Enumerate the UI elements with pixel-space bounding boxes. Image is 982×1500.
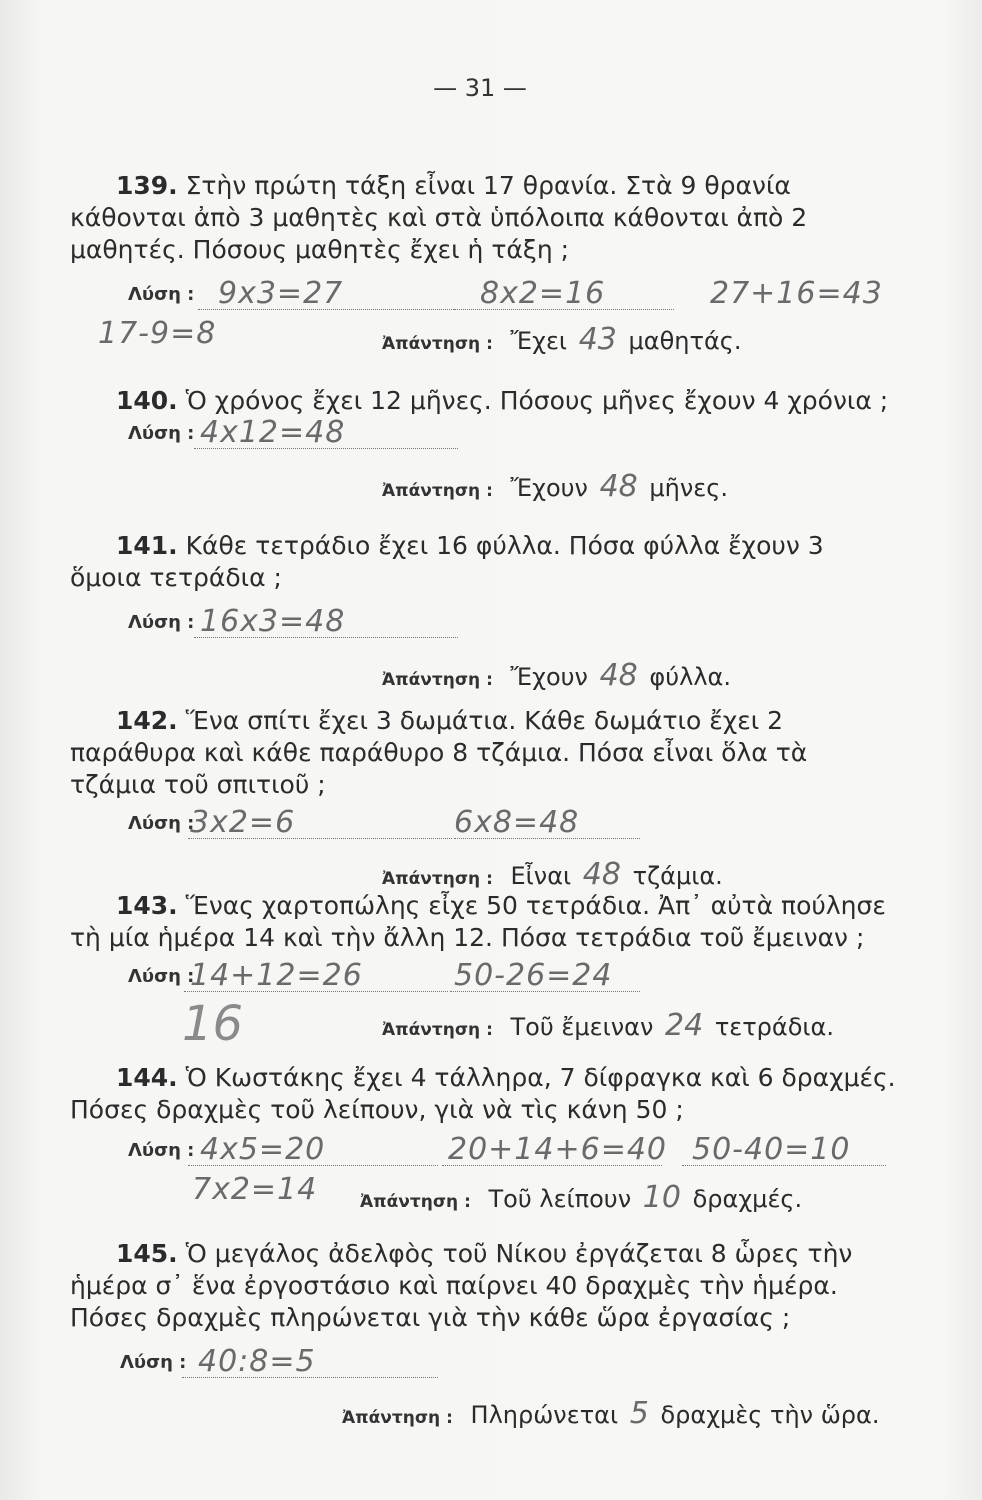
answer-value: 5 (629, 1396, 649, 1431)
solution-row (70, 1132, 900, 1172)
problem-141 (70, 530, 900, 694)
question-body: Ὁ μεγάλος ἀδελφὸς τοῦ Νίκου ἐργάζεται 8 ὧρες τὴν ἡμέρα σ᾽ ἕνα ἐργοστάσιο καὶ παίρνει 40 δραχμὲς τὴν ἡμέρα. Πόσες δραχμὲς πληρώνεται γιὰ τὴν κάθε ὥρα ἐργασίας ; (70, 1239, 853, 1332)
answer-value: 48 (582, 857, 621, 892)
handwritten-calc: 8x2=16 (480, 276, 606, 311)
problem-142 (70, 705, 900, 895)
problem-number: 141. (116, 531, 178, 560)
solution-label: Λύση : (128, 284, 195, 305)
answer-value: 24 (664, 1008, 704, 1043)
solution-label: Λύση : (128, 612, 195, 633)
problem-145 (70, 1238, 900, 1436)
handwritten-calc: 14+12=26 (190, 958, 363, 993)
question-body: Ἕνας χαρτοπώλης εἶχε 50 τετράδια. Ἀπ᾽ αὐτὰ πούλησε τὴ μία ἡμέρα 14 καὶ τὴν ἄλλη 12. Πόσα τετράδια τοῦ ἔμειναν ; (70, 891, 886, 952)
answer-suffix: μῆνες. (649, 474, 728, 502)
answer-suffix: φύλλα. (649, 663, 731, 691)
question-text (70, 890, 900, 954)
answer-label: Ἀπάντηση : (360, 1192, 471, 1212)
solution-label: Λύση : (120, 1352, 187, 1373)
problem-number: 144. (116, 1063, 178, 1092)
answer-label: Ἀπάντηση : (382, 869, 493, 889)
answer (382, 857, 723, 892)
answer-value: 48 (599, 469, 638, 504)
problem-number: 140. (116, 386, 178, 415)
answer-value: 43 (578, 322, 617, 357)
problem-144 (70, 1062, 900, 1222)
answer (382, 1008, 834, 1043)
margin-mark: 16 (182, 996, 244, 1052)
answer-row (70, 1384, 900, 1436)
solution-row (70, 274, 900, 314)
answer-label: Ἀπάντηση : (382, 481, 493, 501)
page-number: — 31 — (433, 74, 527, 102)
handwritten-calc: 4x12=48 (200, 415, 346, 450)
solution-label: Λύση : (128, 966, 195, 987)
question-body: Ὁ Κωστάκης ἔχει 4 τάλληρα, 7 δίφραγκα καὶ 6 δραχμές. Πόσες δραχμὲς τοῦ λείπουν, γιὰ νὰ τὶς κάνη 50 ; (70, 1063, 896, 1124)
answer-row (70, 457, 900, 509)
answer-row (70, 996, 900, 1052)
solution-row (70, 604, 900, 644)
question-body: Ἕνα σπίτι ἔχει 3 δωμάτια. Κάθε δωμάτιο ἔχει 2 παράθυρα καὶ κάθε παράθυρο 8 τζάμια. Πόσα εἶναι ὅλα τὰ τζάμια τοῦ σπιτιοῦ ; (70, 706, 808, 799)
answer-prefix: Ἔχουν (510, 474, 588, 502)
handwritten-calc: 7x2=14 (192, 1172, 318, 1207)
handwritten-calc: 3x2=6 (190, 805, 296, 840)
problem-number: 143. (116, 891, 178, 920)
answer (360, 1180, 802, 1215)
handwritten-calc: 20+14+6=40 (448, 1132, 668, 1167)
question-text (70, 1062, 900, 1126)
question-text (70, 530, 900, 594)
solution-label: Λύση : (128, 1140, 195, 1161)
answer-suffix: τετράδια. (714, 1013, 834, 1041)
answer-prefix: Ἔχει (510, 327, 568, 355)
question-body: Στὴν πρώτη τάξη εἶναι 17 θρανία. Στὰ 9 θρανία κάθονται ἀπὸ 3 μαθητὲς καὶ στὰ ὑπόλοιπα κάθονται ἀπὸ 2 μαθητές. Πόσους μαθητὲς ἔχει ἡ τάξη ; (70, 171, 808, 264)
question-text (70, 705, 900, 801)
answer-value: 10 (642, 1180, 681, 1215)
answer-suffix: δραχμές. (692, 1185, 803, 1213)
answer (382, 469, 728, 504)
question-text (70, 170, 900, 266)
handwritten-calc: 17-9=8 (98, 316, 217, 351)
answer-suffix: δραχμὲς τὴν ὥρα. (660, 1401, 880, 1429)
question-body: Κάθε τετράδιο ἔχει 16 φύλλα. Πόσα φύλλα ἔχουν 3 ὅμοια τετράδια ; (70, 531, 824, 592)
handwritten-calc: 16x3=48 (200, 604, 346, 639)
handwritten-calc: 40:8=5 (198, 1344, 316, 1379)
answer-prefix: Ἔχουν (510, 663, 588, 691)
answer-prefix: Τοῦ λείπουν (488, 1185, 632, 1213)
problem-number: 139. (116, 171, 178, 200)
answer-label: Ἀπάντηση : (382, 1020, 493, 1040)
answer-prefix: Πληρώνεται (470, 1401, 619, 1429)
answer-label: Ἀπάντηση : (382, 334, 493, 354)
answer (382, 322, 741, 357)
solution-row (70, 805, 900, 845)
answer-prefix: Τοῦ ἔμειναν (510, 1013, 654, 1041)
answer (342, 1396, 880, 1431)
answer-prefix: Εἶναι (510, 862, 572, 890)
question-text (70, 385, 900, 417)
question-text (70, 1238, 900, 1334)
problem-143 (70, 890, 900, 1052)
handwritten-calc: 50-26=24 (454, 958, 613, 993)
problem-number: 145. (116, 1239, 178, 1268)
answer-row (70, 314, 900, 358)
answer-label: Ἀπάντηση : (342, 1408, 453, 1428)
question-body: Ὁ χρόνος ἔχει 12 μῆνες. Πόσους μῆνες ἔχουν 4 χρόνια ; (185, 386, 889, 415)
handwritten-calc: 9x3=27 (218, 276, 344, 311)
handwritten-calc: 4x5=20 (200, 1132, 326, 1167)
solution-row (70, 958, 900, 998)
handwritten-calc: 6x8=48 (454, 805, 580, 840)
answer-suffix: μαθητάς. (628, 327, 742, 355)
solution-label: Λύση : (128, 423, 195, 444)
handwritten-calc: 50-40=10 (692, 1132, 851, 1167)
answer (382, 658, 731, 693)
answer-row (70, 1172, 900, 1222)
problem-number: 142. (116, 706, 178, 735)
problem-139 (70, 170, 900, 358)
solution-row (70, 1344, 900, 1384)
answer-label: Ἀπάντηση : (382, 670, 493, 690)
problem-140 (70, 385, 900, 509)
solution-label: Λύση : (128, 813, 195, 834)
answer-row (70, 845, 900, 895)
answer-value: 48 (599, 658, 638, 693)
solution-row (70, 417, 900, 457)
answer-suffix: τζάμια. (632, 862, 723, 890)
handwritten-calc: 27+16=43 (710, 276, 883, 311)
answer-row (70, 644, 900, 694)
